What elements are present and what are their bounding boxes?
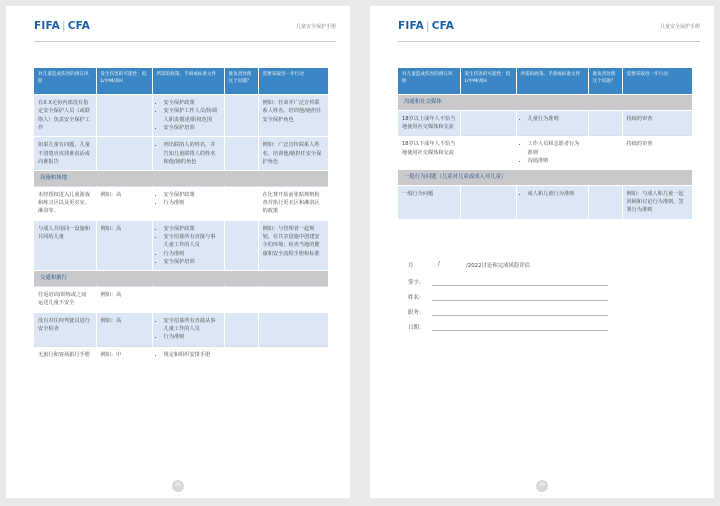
- docs-list-item: • 安全保护政策: [164, 191, 220, 199]
- docs-list-item: • 列出联络人的姓名，并告知儿童联络人的姓名和他/她的角色: [164, 141, 220, 166]
- sign-off-section: [408, 261, 678, 335]
- docs-list-item: • 安全保护政策: [164, 99, 220, 107]
- docs-cell: [152, 286, 224, 312]
- column-header: 发生伤害的可能性：低L/中M/高H: [460, 68, 516, 95]
- risk-cell: 与成人共用同一设施和共同的儿童: [34, 220, 96, 271]
- action-cell: 例如：广泛宣传联系人姓名、培训他/她担任安全保护角色: [258, 137, 328, 171]
- docs-cell: [152, 312, 224, 346]
- section-header-row: [34, 171, 328, 187]
- owner-cell: [588, 110, 622, 136]
- signature-field-row: [408, 290, 678, 305]
- docs-list-item: • 规定和组织安排手册: [164, 351, 220, 359]
- header-divider: [398, 41, 700, 42]
- table-row: [34, 346, 328, 363]
- risk-cell: 18岁以下成年人不恰当地使用社交媒体和交流: [398, 136, 460, 170]
- action-cell: 例如：与管理者一起规划，在共享设施中创建安全的环境；检查当地的健康和安全流程手册和标准: [258, 220, 328, 271]
- docs-list-item: • 行为准则: [164, 250, 220, 258]
- column-header: 对儿童造成伤害的潜在风险: [398, 68, 460, 95]
- docs-list: [521, 140, 584, 165]
- date-separator: /: [438, 261, 440, 267]
- header-title: 儿童安全保护手册: [295, 24, 336, 30]
- likelihood-cell: 例如：高: [96, 286, 152, 312]
- docs-cell: [516, 136, 588, 170]
- date-completion-text: /2022讨论和完成风险评估: [466, 263, 531, 269]
- owner-cell: [224, 137, 258, 171]
- docs-list-item: • 安全保护政策: [164, 225, 220, 233]
- table-row: [398, 185, 692, 218]
- column-header: 谁负责处理这个问题？: [224, 68, 258, 95]
- docs-cell: [152, 186, 224, 220]
- owner-cell: [588, 136, 622, 170]
- docs-list-item: • 工作人员和志愿者行为准则: [528, 140, 584, 157]
- column-header: 对儿童造成伤害的潜在风险: [34, 68, 96, 95]
- docs-list: [157, 317, 220, 342]
- docs-list-item: • 行为准则: [164, 199, 220, 207]
- likelihood-cell: [96, 137, 152, 171]
- risk-cell: 18岁以上成年人不恰当地使用社交媒体和交流: [398, 110, 460, 136]
- column-header: 发生伤害的可能性：低L/中M/高H: [96, 68, 152, 95]
- owner-cell: [224, 95, 258, 137]
- signature-line: [432, 330, 608, 331]
- likelihood-cell: [460, 110, 516, 136]
- signature-field-label: 职务：: [408, 310, 425, 316]
- docs-list-item: • 安全保护培训: [164, 124, 220, 132]
- section-title: 交通和旅行: [34, 271, 328, 287]
- signature-field-label: 姓名：: [408, 295, 425, 301]
- docs-list-item: • 沟通准则: [528, 157, 584, 165]
- docs-list-item: • 成人和儿童行为准则: [528, 190, 584, 198]
- table-header-row: [398, 68, 692, 95]
- risk-assessment-table: [398, 68, 693, 219]
- signature-line: [432, 285, 608, 286]
- docs-list: [157, 191, 220, 208]
- action-cell: [258, 312, 328, 346]
- section-header-row: [34, 271, 328, 287]
- page-number: 88: [172, 480, 184, 492]
- section-header-row: [398, 95, 692, 111]
- table-header-row: [34, 68, 328, 95]
- docs-list-item: • 安全保护培训: [164, 258, 220, 266]
- docs-cell: [152, 346, 224, 363]
- signature-field-label: 日期：: [408, 325, 425, 331]
- section-title: 一般行为问题（儿童对儿童或成人对儿童）: [398, 170, 692, 186]
- assessment-date-line: [408, 261, 678, 275]
- table-row: [34, 186, 328, 220]
- docs-list-item: • 安全招募所有直接从事儿童工作的人员: [164, 317, 220, 334]
- risk-cell: 未经授权进入儿童游戏和练习区以及更衣室、淋浴等。: [34, 186, 96, 220]
- column-header: 需要采取进一步行动: [622, 68, 692, 95]
- column-header: 需要采取进一步行动: [258, 68, 328, 95]
- action-cell: 持续的审查: [622, 110, 692, 136]
- docs-list: [157, 225, 220, 267]
- docs-list: [157, 351, 220, 359]
- signature-line: [432, 315, 608, 316]
- table-row: [34, 220, 328, 271]
- docs-list-item: • 儿童行为准则: [528, 115, 584, 123]
- docs-cell: [152, 137, 224, 171]
- risk-cell: 如果儿童有问题，儿童不清楚应该找谁说话或向谁报告: [34, 137, 96, 171]
- owner-cell: [588, 185, 622, 218]
- page-header: [34, 18, 336, 38]
- docs-list: [521, 115, 584, 123]
- signature-field-row: [408, 275, 678, 290]
- right-page: [370, 6, 714, 498]
- risk-cell: 一般行为问题: [398, 185, 460, 218]
- date-month-label: 月: [408, 263, 414, 269]
- header-title: 儿童安全保护手册: [659, 24, 700, 30]
- risk-cell: 往返培训/训练或之间运送儿童不安全: [34, 286, 96, 312]
- action-cell: [258, 286, 328, 312]
- likelihood-cell: 例如：中: [96, 346, 152, 363]
- signature-field-label: 签字：: [408, 280, 425, 286]
- docs-cell: [516, 185, 588, 218]
- action-cell: 例如：任命并广泛宣传联系人姓名、培训他/她担任安全保护角色: [258, 95, 328, 137]
- docs-list-item: • 安全保护工作人员/协调人职责描述/职权范围: [164, 107, 220, 124]
- action-cell: [258, 346, 328, 363]
- likelihood-cell: [460, 136, 516, 170]
- owner-cell: [224, 346, 258, 363]
- likelihood-cell: [460, 185, 516, 218]
- docs-cell: [516, 110, 588, 136]
- likelihood-cell: 例如：高: [96, 186, 152, 220]
- signature-line: [432, 300, 608, 301]
- docs-cell: [152, 220, 224, 271]
- left-page: [6, 6, 350, 498]
- action-cell: 持续的审查: [622, 136, 692, 170]
- fifa-cfa-logo: FIFA | CFA: [34, 20, 91, 32]
- docs-list-item: • 行为准则: [164, 333, 220, 341]
- risk-assessment-table: [34, 68, 329, 363]
- signature-field-row: [408, 320, 678, 335]
- section-title: 沟通和社交媒体: [398, 95, 692, 111]
- table-row: [34, 95, 328, 137]
- section-title: 设施和场地: [34, 171, 328, 187]
- risk-cell: 无旅行和客场旅行手册: [34, 346, 96, 363]
- likelihood-cell: 例如：高: [96, 220, 152, 271]
- owner-cell: [224, 312, 258, 346]
- action-cell: 例如：与成人和儿童一起回顾和讨论行为准则，签署行为准则: [622, 185, 692, 218]
- docs-cell: [152, 95, 224, 137]
- owner-cell: [224, 220, 258, 271]
- signature-field-row: [408, 305, 678, 320]
- owner-cell: [224, 286, 258, 312]
- header-divider: [34, 41, 336, 42]
- likelihood-cell: 例如：高: [96, 312, 152, 346]
- table-row: [34, 312, 328, 346]
- docs-list: [157, 141, 220, 166]
- column-header: 所需的政策、手册或标准文件: [152, 68, 224, 95]
- column-header: 谁负责处理这个问题？: [588, 68, 622, 95]
- section-header-row: [398, 170, 692, 186]
- fifa-cfa-logo: FIFA | CFA: [398, 20, 455, 32]
- table-row: [34, 286, 328, 312]
- table-row: [398, 136, 692, 170]
- action-cell: 在比赛开始前张贴规则检查并执行更衣区和淋浴区的政策: [258, 186, 328, 220]
- likelihood-cell: [96, 95, 152, 137]
- docs-list: [521, 190, 584, 198]
- column-header: 所需的政策、手册或标准文件: [516, 68, 588, 95]
- page-number: 89: [536, 480, 548, 492]
- page-header: [398, 18, 700, 38]
- docs-list: [157, 99, 220, 132]
- risk-cell: 在X X足协内部没有指定安全保护人员（或联络人）负责安全保护工作: [34, 95, 96, 137]
- risk-cell: 没有对任何驾驶员进行安全检查: [34, 312, 96, 346]
- docs-list-item: • 安全招募所有直接与事儿童工作的人员: [164, 233, 220, 250]
- table-row: [34, 137, 328, 171]
- owner-cell: [224, 186, 258, 220]
- table-row: [398, 110, 692, 136]
